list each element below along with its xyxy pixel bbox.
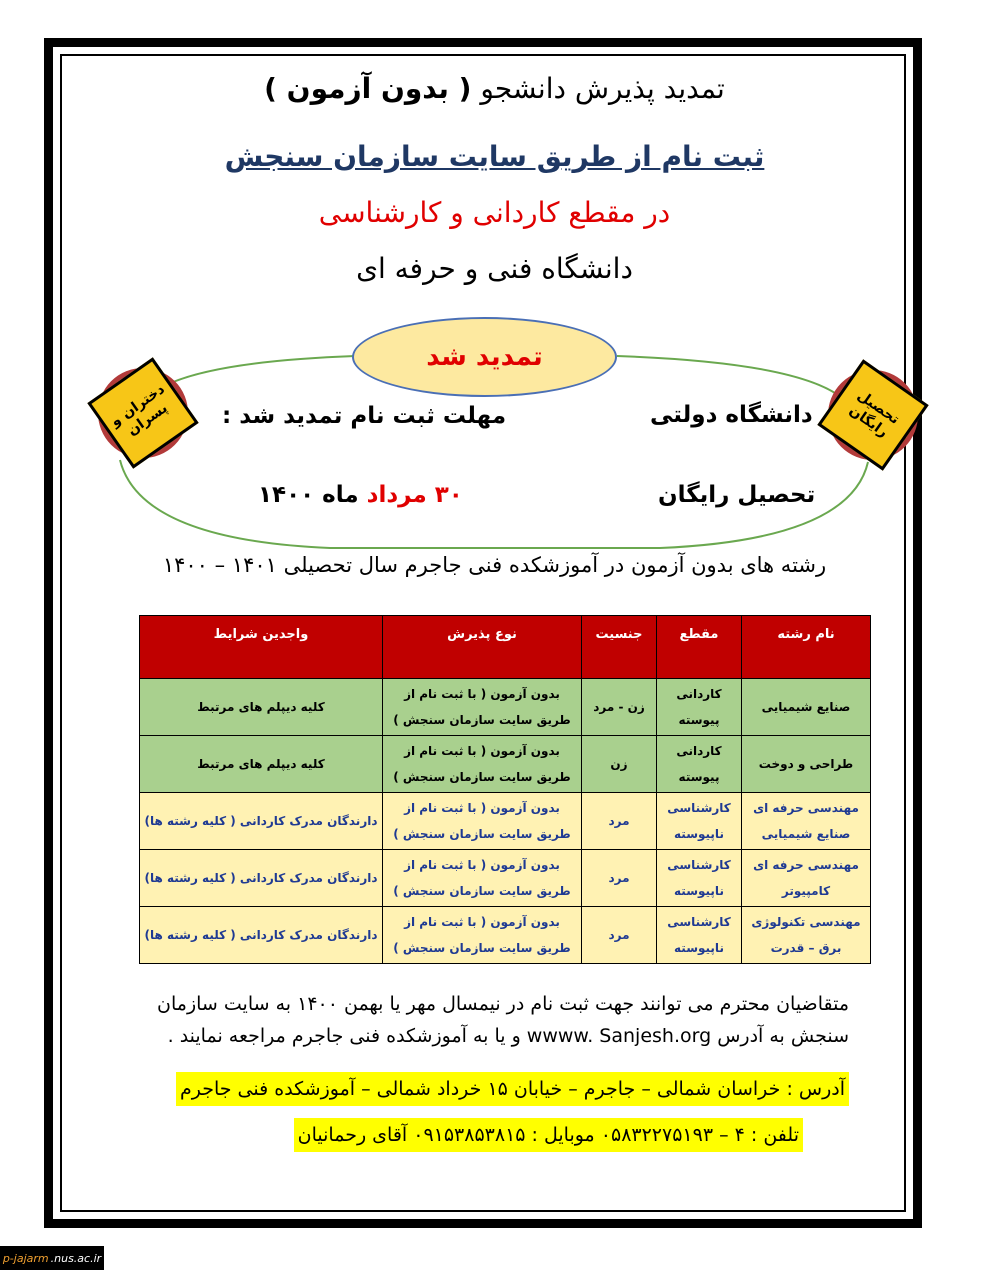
table-row bbox=[140, 793, 871, 850]
state-university-label: دانشگاه دولتی bbox=[650, 402, 813, 428]
majors-subtitle: رشته های بدون آزمون در آموزشکده فنی جاجرم سال تحصیلی ۱۴۰۱ – ۱۴۰۰ bbox=[162, 553, 827, 577]
cell-gender: مرد bbox=[582, 850, 657, 907]
cell-gender: مرد bbox=[582, 907, 657, 964]
cell-admission: بدون آزمون ( با ثبت نام از طریق سایت سازمان سنجش ) bbox=[383, 679, 582, 736]
cell-major: طراحی و دوخت bbox=[742, 736, 871, 793]
header-eligible: واجدین شرایط bbox=[140, 616, 383, 679]
header-gender: جنسیت bbox=[582, 616, 657, 679]
applicants-note: متقاضیان محترم می توانند جهت ثبت نام در نیمسال مهر یا بهمن ۱۴۰۰ به سایت سازمان سنجش به آدرس wwww. Sanjesh.org و یا به آموزشکده فنی جاجرم مراجعه نمایند . bbox=[157, 993, 849, 1047]
extended-label: تمدید شد bbox=[426, 342, 543, 372]
cell-admission: بدون آزمون ( با ثبت نام از طریق سایت سازمان سنجش ) bbox=[383, 850, 582, 907]
address-line: آدرس : خراسان شمالی – جاجرم – خیابان ۱۵ خرداد شمالی – آموزشکده فنی جاجرم bbox=[176, 1072, 849, 1106]
cell-gender: زن bbox=[582, 736, 657, 793]
cell-major: صنایع شیمیایی bbox=[742, 679, 871, 736]
extended-oval bbox=[352, 317, 617, 397]
header-major: نام رشته bbox=[742, 616, 871, 679]
deadline-rest: ماه ۱۴۰۰ bbox=[258, 482, 359, 508]
cell-major: مهندسی حرفه ای کامپیوتر bbox=[742, 850, 871, 907]
phone-line: تلفن : ۴ – ۰۵۸۳۲۲۷۵۱۹۳ موبایل : ۰۹۱۵۳۸۵۳۸۱۵ آقای رحمانیان bbox=[294, 1118, 803, 1152]
university-name: دانشگاه فنی و حرفه ای bbox=[356, 252, 633, 285]
table-row bbox=[140, 679, 871, 736]
cell-major: مهندسی حرفه ای صنایع شیمیایی bbox=[742, 793, 871, 850]
stamp-left: دختران و پسران bbox=[87, 357, 198, 468]
majors-table bbox=[139, 615, 871, 964]
table-header-row bbox=[140, 616, 871, 679]
cell-eligible: دارندگان مدرک کاردانی ( کلیه رشته ها) bbox=[140, 907, 383, 964]
deadline-date bbox=[258, 482, 463, 508]
deadline-label: مهلت ثبت نام تمدید شد : bbox=[222, 403, 507, 429]
table-row bbox=[140, 736, 871, 793]
title-part-a: تمدید پذیرش دانشجو bbox=[480, 72, 725, 105]
cell-eligible: کلیه دیپلم های مرتبط bbox=[140, 679, 383, 736]
cell-level: کارشناسی ناپیوسته bbox=[657, 907, 742, 964]
cell-level: کارشناسی ناپیوسته bbox=[657, 793, 742, 850]
site-name-a: p-jajarm bbox=[2, 1251, 49, 1265]
cell-eligible: کلیه دیپلم های مرتبط bbox=[140, 736, 383, 793]
table-row bbox=[140, 850, 871, 907]
cell-level: کارشناسی ناپیوسته bbox=[657, 850, 742, 907]
cell-admission: بدون آزمون ( با ثبت نام از طریق سایت سازمان سنجش ) bbox=[383, 907, 582, 964]
cell-level: کاردانی پیوسته bbox=[657, 736, 742, 793]
registration-heading: ثبت نام از طریق سایت سازمان سنجش bbox=[224, 140, 765, 173]
table-row bbox=[140, 907, 871, 964]
header-level: مقطع bbox=[657, 616, 742, 679]
banner-arc bbox=[0, 0, 989, 560]
cell-gender: مرد bbox=[582, 793, 657, 850]
deadline-day: ۳۰ مرداد bbox=[366, 482, 463, 508]
cell-admission: بدون آزمون ( با ثبت نام از طریق سایت سازمان سنجش ) bbox=[383, 793, 582, 850]
cell-eligible: دارندگان مدرک کاردانی ( کلیه رشته ها) bbox=[140, 793, 383, 850]
cell-gender: زن - مرد bbox=[582, 679, 657, 736]
cell-admission: بدون آزمون ( با ثبت نام از طریق سایت سازمان سنجش ) bbox=[383, 736, 582, 793]
cell-level: کاردانی پیوسته bbox=[657, 679, 742, 736]
free-tuition-label: تحصیل رایگان bbox=[658, 482, 816, 508]
title-part-b: ( بدون آزمون ) bbox=[264, 72, 472, 105]
cell-eligible: دارندگان مدرک کاردانی ( کلیه رشته ها) bbox=[140, 850, 383, 907]
header-admission: نوع پذیرش bbox=[383, 616, 582, 679]
cell-major: مهندسی تکنولوژی برق – قدرت bbox=[742, 907, 871, 964]
site-name-b: .nus.ac.ir bbox=[50, 1251, 102, 1265]
site-watermark bbox=[0, 1246, 104, 1270]
degree-level-heading: در مقطع کاردانی و کارشناسی bbox=[318, 196, 671, 229]
stamp-right: تحصیل رایگان bbox=[817, 359, 928, 470]
